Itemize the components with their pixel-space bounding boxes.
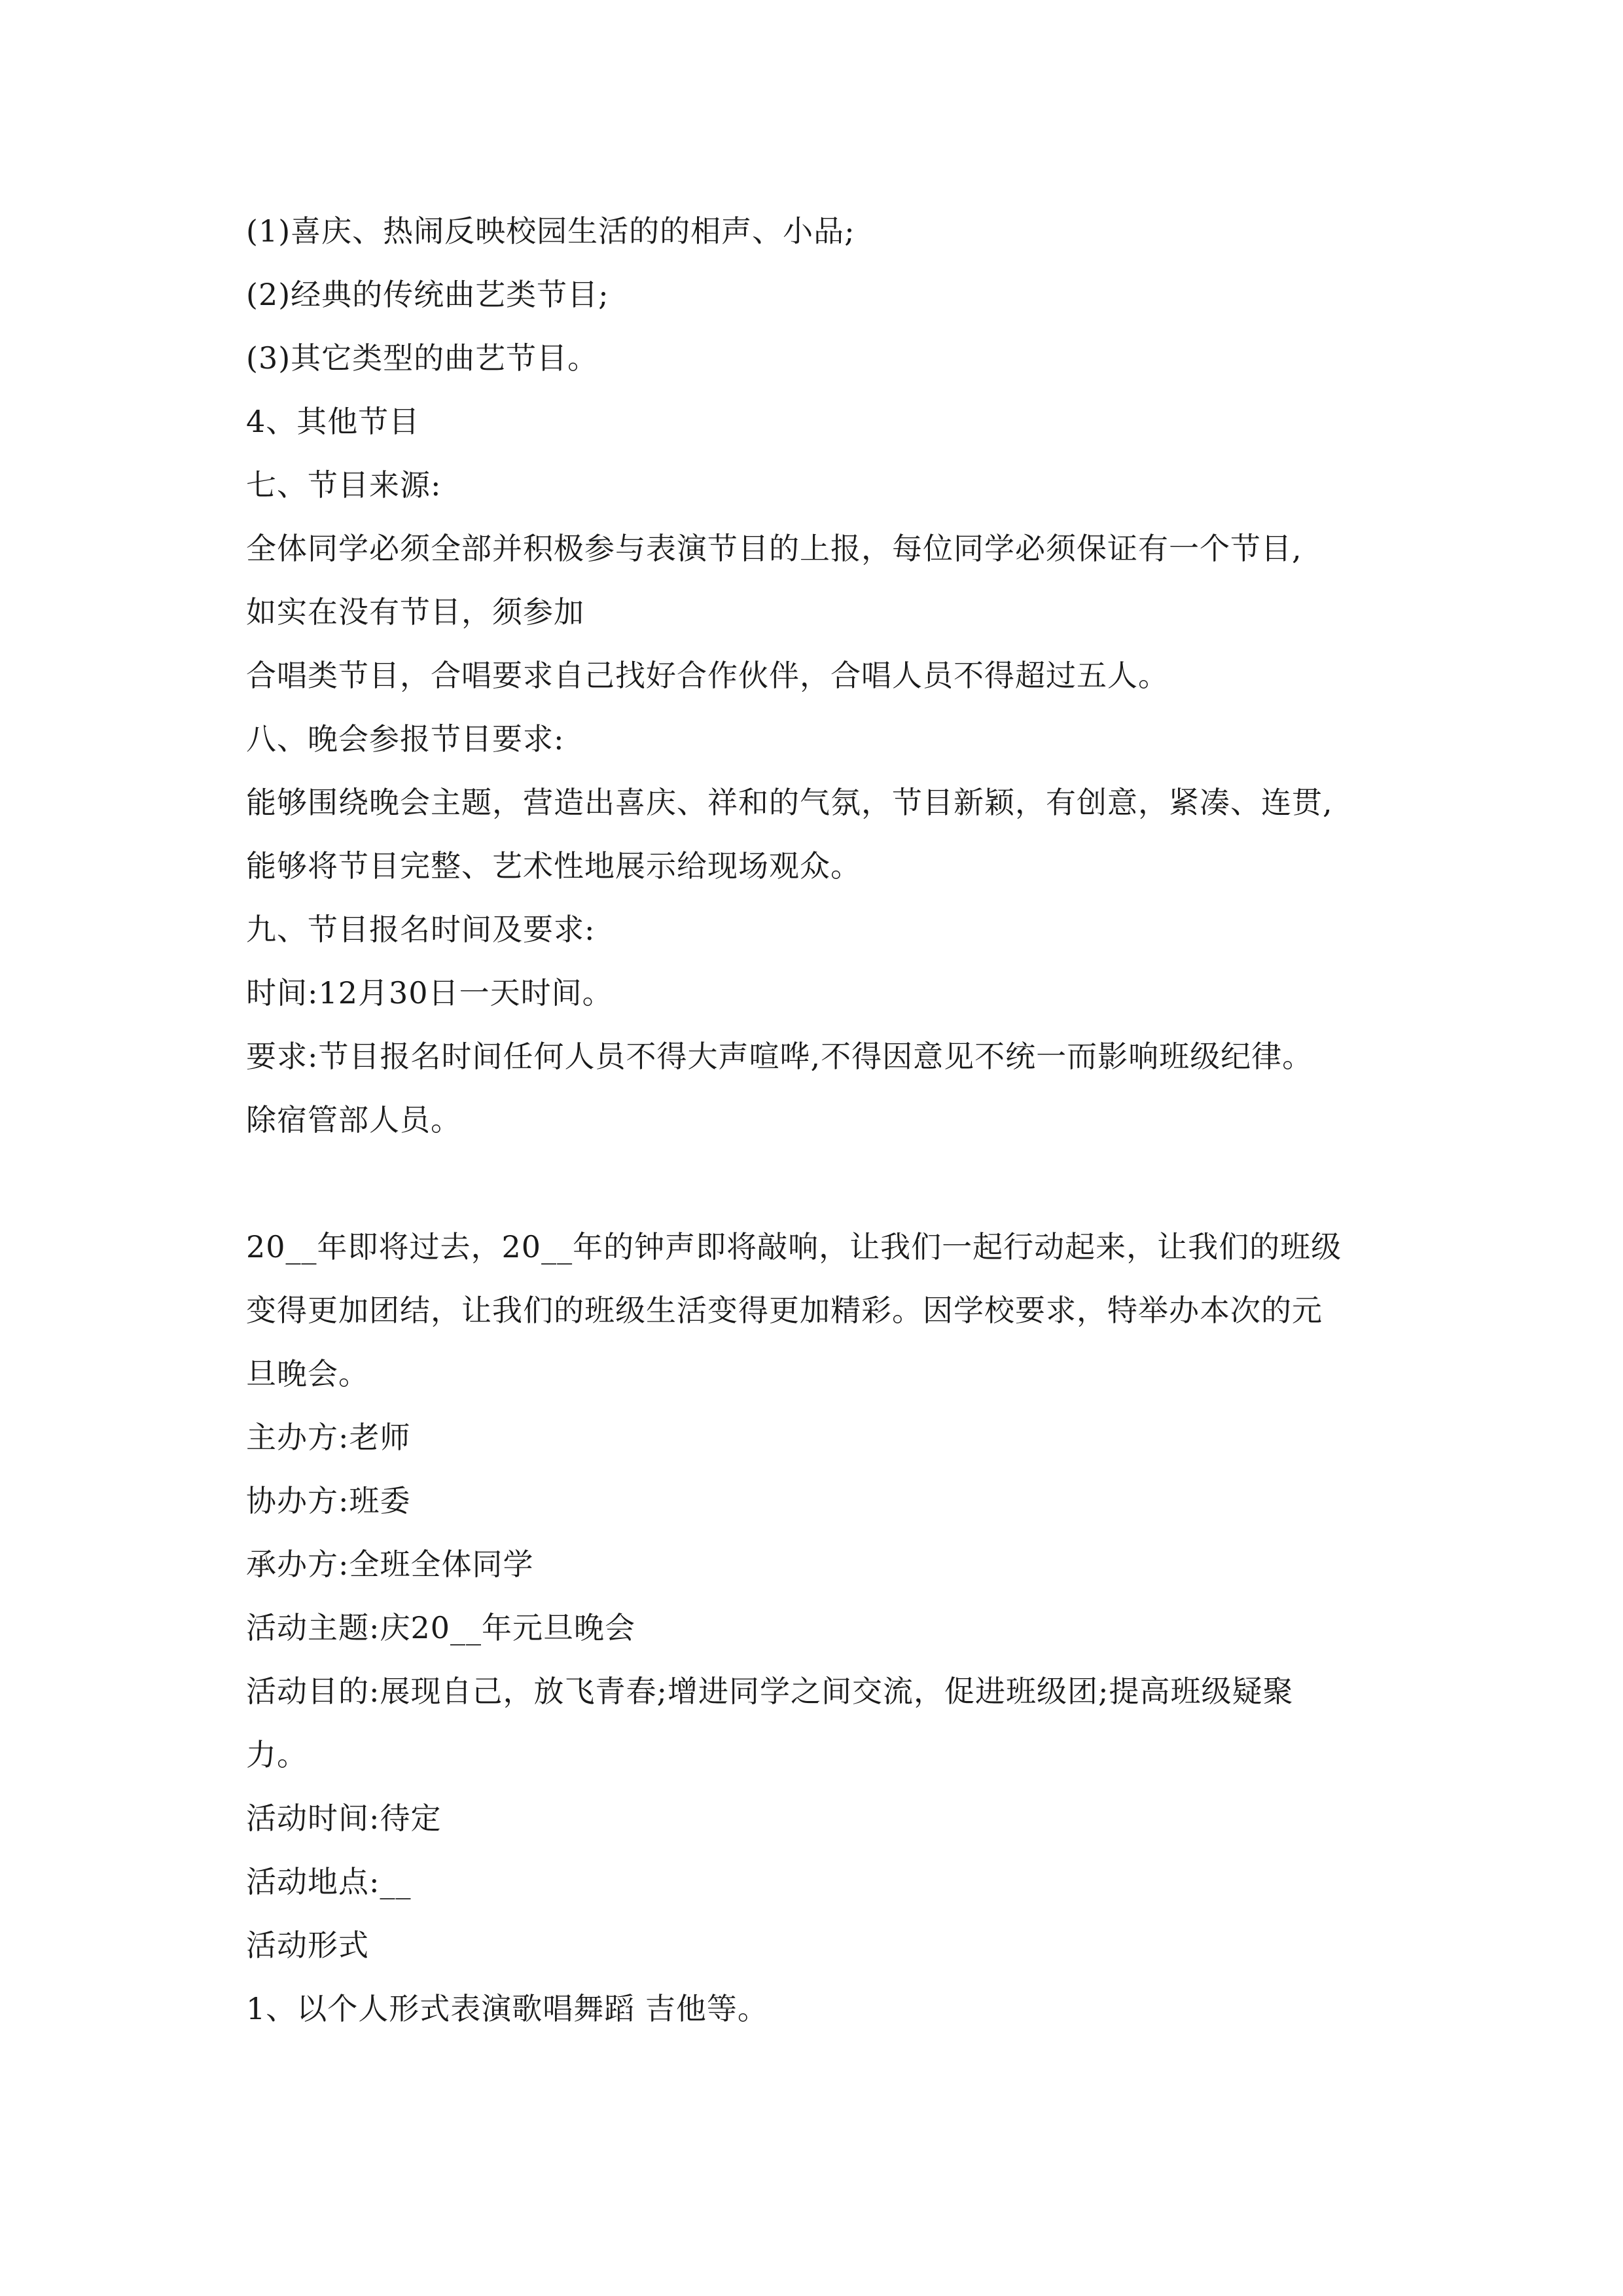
co-organizer-line: 协办方:班委	[246, 1483, 411, 1518]
paragraph-line: 能够围绕晚会主题，营造出喜庆、祥和的气氛，节目新颖，有创意，紧凑、连贯,	[246, 785, 1333, 820]
paragraph-line: 变得更加团结，让我们的班级生活变得更加精彩。因学校要求，特举办本次的元	[246, 1293, 1323, 1328]
organizer-line: 主办方:老师	[246, 1420, 411, 1455]
paragraph-line: 要求:节目报名时间任何人员不得大声喧哗,不得因意见不统一而影响班级纪律。	[246, 1039, 1313, 1074]
paragraph-line: 合唱类节目，合唱要求自己找好合作伙伴，合唱人员不得超过五人。	[246, 658, 1169, 693]
purpose-line: 力。	[246, 1737, 308, 1772]
list-item-3: (3)其它类型的曲艺节目。	[246, 340, 599, 376]
list-item-4: 4、其他节目	[246, 404, 420, 439]
format-heading: 活动形式	[246, 1928, 369, 1963]
paragraph-line: 能够将节目完整、艺术性地展示给现场观众。	[246, 848, 861, 884]
list-item-1: (1)喜庆、热闹反映校园生活的的相声、小品;	[246, 213, 855, 249]
section-heading-program-requirements: 八、晚会参报节目要求:	[246, 721, 565, 757]
paragraph-line: 如实在没有节目，须参加	[246, 594, 584, 630]
location-line: 活动地点:__	[246, 1864, 412, 1899]
list-item-2: (2)经典的传统曲艺类节目;	[246, 277, 609, 312]
paragraph-line: 旦晚会。	[246, 1356, 369, 1391]
time-line: 活动时间:待定	[246, 1801, 442, 1836]
purpose-line: 活动目的:展现自己，放飞青春;增进同学之间交流，促进班级团;提高班级疑聚	[246, 1674, 1294, 1709]
document-body	[246, 200, 1398, 2041]
list-item-format-1: 1、以个人形式表演歌唱舞蹈 吉他等。	[246, 1991, 768, 2026]
paragraph-line: 20__年即将过去，20__年的钟声即将敲响，让我们一起行动起来，让我们的班级	[246, 1229, 1342, 1265]
theme-line: 活动主题:庆20__年元旦晚会	[246, 1610, 636, 1645]
paragraph-line: 时间:12月30日一天时间。	[246, 975, 613, 1011]
section-heading-registration: 九、节目报名时间及要求:	[246, 912, 596, 947]
section-heading-program-source: 七、节目来源:	[246, 467, 442, 503]
paragraph-line: 除宿管部人员。	[246, 1102, 461, 1138]
blank-line	[246, 1152, 1398, 1215]
paragraph-line: 全体同学必须全部并积极参与表演节目的上报，每位同学必须保证有一个节目,	[246, 531, 1302, 566]
host-line: 承办方:全班全体同学	[246, 1547, 534, 1582]
